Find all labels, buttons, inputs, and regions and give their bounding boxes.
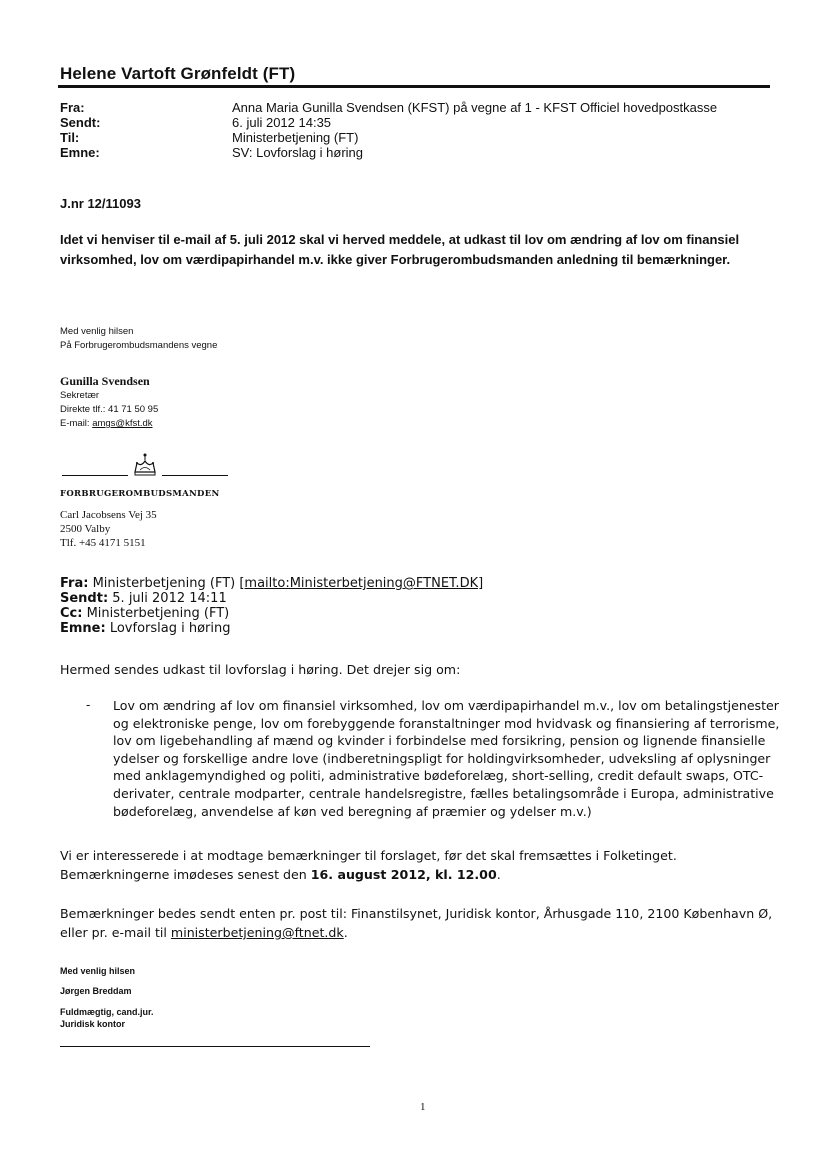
signature-role: Sekretær [60,390,100,401]
deadline-text: Vi er interesserede i at modtage bemærkninger til forslaget, før det skal fremsættes i Folketinget. Bemærkningerne imødeses senest den [60,848,677,882]
header-row-from [60,100,780,115]
address-phone: Tlf. +45 4171 5151 [60,537,146,549]
email-header [60,100,780,160]
forwarded-header [60,576,483,636]
header-label: Til: [60,130,80,145]
fwd-cc [60,606,483,621]
fwd-from-link[interactable]: [mailto:Ministerbetjening@FTNET.DK] [239,576,484,591]
title-rule [58,85,770,88]
logo-rule-left [62,475,128,476]
fwd-cc-label: Cc: [60,606,83,621]
signature2-dept: Juridisk kontor [60,1019,126,1029]
page-number: 1 [420,1101,426,1113]
deadline-paragraph [60,846,780,884]
logo [60,452,230,508]
send-text: Bemærkninger bedes sendt enten pr. post til: Finanstilsynet, Juridisk kontor, Århusgade 110, 2100 København Ø, eller pr. e-mail til [60,906,773,940]
body-lead: Hermed sendes udkast til lovforslag i høring. Det drejer sig om: [60,662,461,677]
header-label: Fra: [60,100,85,115]
signature-email-link[interactable]: amgs@kfst.dk [92,418,153,429]
fwd-from [60,576,483,591]
closing-on-behalf: På Forbrugerombudsmandens vegne [60,340,218,351]
signature-phone: Direkte tlf.: 41 71 50 95 [60,404,159,415]
bullet-marker: - [86,697,91,712]
logo-text: FORBRUGEROMBUDSMANDEN [60,489,220,499]
fwd-subject [60,621,483,636]
deadline-date: 16. august 2012, kl. 12.00 [310,867,497,882]
address-street: Carl Jacobsens Vej 35 [60,509,157,521]
header-value: Anna Maria Gunilla Svendsen (KFST) på vegne af 1 - KFST Officiel hovedpostkasse [232,100,718,115]
signature-name: Gunilla Svendsen [60,374,150,388]
page-title: Helene Vartoft Grønfeldt (FT) [60,64,296,83]
address [60,508,157,550]
signature2-name: Jørgen Breddam [60,986,132,996]
address-city: 2500 Valby [60,523,111,535]
header-label: Emne: [60,145,100,160]
fwd-sent-value: 5. juli 2012 14:11 [108,591,227,606]
send-email-link[interactable]: ministerbetjening@ftnet.dk [170,925,344,940]
fwd-subject-label: Emne: [60,621,106,636]
header-row-sent [60,115,780,130]
bottom-rule [60,1046,370,1047]
fwd-from-label: Fra: [60,576,89,591]
bullet-item: Lov om ændring af lov om finansiel virksomhed, lov om værdipapirhandel m.v., lov om betalingstjenester og elektroniske penge, lov om forebyggende foranstaltninger mod hvidvask og finansiering af terrorisme, lov om ligebehandling af mænd og kvinder i forbindelse med forsikring, pension og lignende finansielle ydelser og forskellige andre love (indberetningspligt for holdingvirksomheder, udveksling af oplysninger med anklagemyndighed og politi, administrative bødeforelæg, short-selling, credit default swaps, OTC-derivater, centrale modparter, centrale handelsregistre, fælles betalingsområde i Europa, administrative bødeforelæg, anvendelse af køn ved beregning af præmier og ydelser m.v.) [113,698,780,819]
fwd-from-value: Ministerbetjening (FT) [88,576,240,591]
fwd-sent-label: Sendt: [60,591,109,606]
header-row-subject [60,145,780,160]
logo-rule-right [162,475,228,476]
deadline-end: . [496,867,501,882]
signature-details [60,389,158,431]
header-row-to [60,130,780,145]
email-label: E-mail: [60,418,93,429]
signature2-greeting: Med venlig hilsen [60,966,136,976]
closing [60,325,217,353]
fwd-subject-value: Lovforslag i høring [105,621,231,636]
fwd-sent [60,591,483,606]
closing-greeting: Med venlig hilsen [60,326,134,337]
journal-number: J.nr 12/11093 [60,196,141,211]
header-value: SV: Lovforslag i høring [232,145,364,160]
header-value: 6. juli 2012 14:35 [232,115,332,130]
fwd-cc-value: Ministerbetjening (FT) [82,606,230,621]
send-end: . [343,925,348,940]
header-label: Sendt: [60,115,101,130]
header-value: Ministerbetjening (FT) [232,130,359,145]
signature-email-line [60,417,158,431]
send-paragraph [60,904,780,942]
intro-paragraph: Idet vi henviser til e-mail af 5. juli 2012 skal vi herved meddele, at udkast til lov om ændring af lov om finansiel virksomhed, lov om værdipapirhandel m.v. ikke giver Forbrugerombudsmanden anledning til bemærkninger. [60,232,740,267]
signature2-title: Fuldmægtig, cand.jur. [60,1007,154,1017]
crown-icon [130,452,160,482]
